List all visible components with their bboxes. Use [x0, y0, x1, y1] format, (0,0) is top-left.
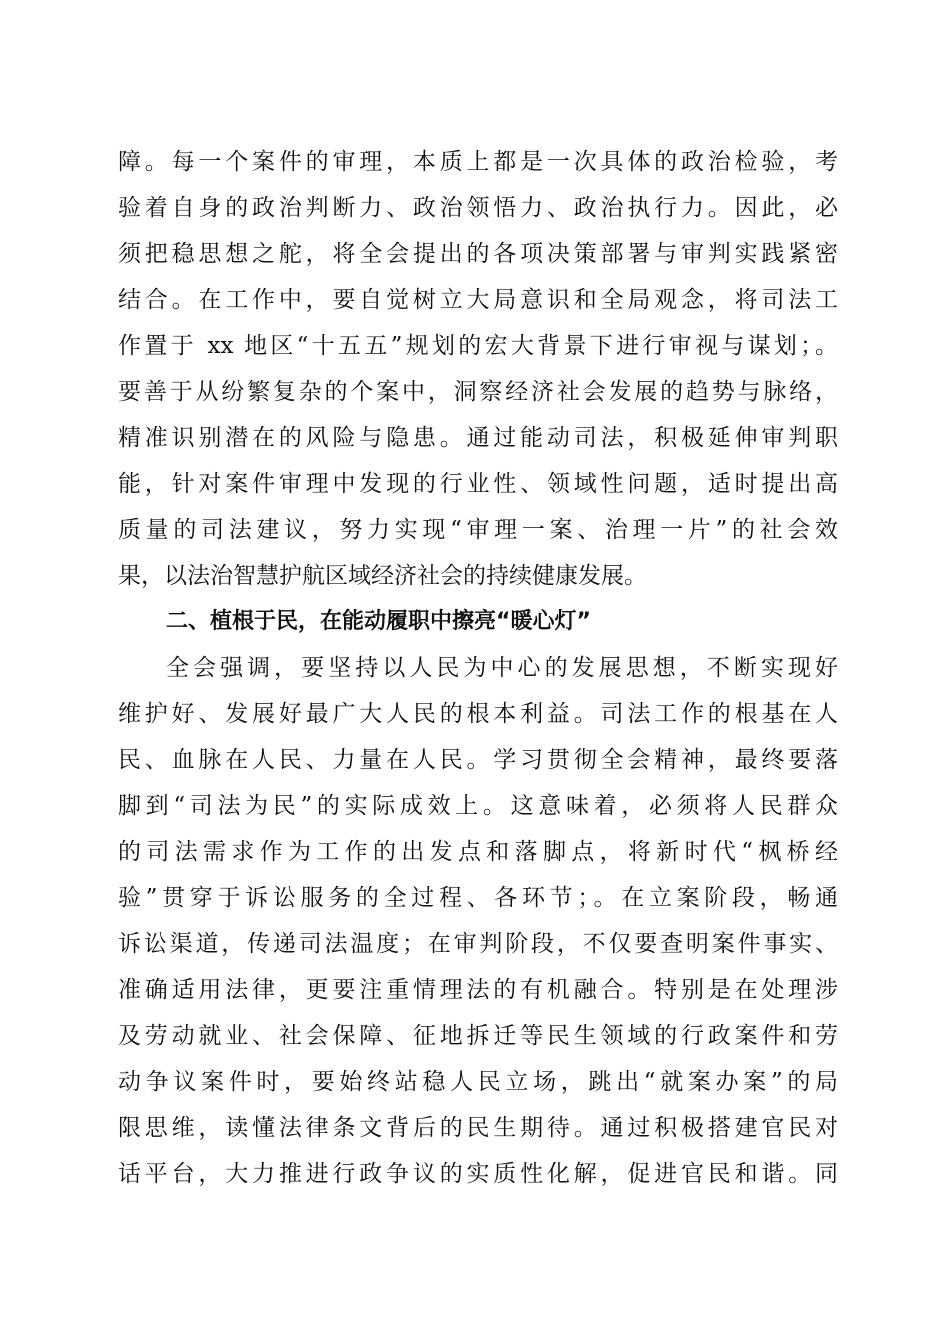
section-heading: 二、植根于民，在能动履职中擦亮“暖心灯”	[166, 609, 591, 634]
paragraph-2-line-1: 全会强调，要坚持以人民为中心的发展思想，不断实现好	[166, 655, 838, 681]
paragraph-2-line-10: 动争议案件时，要始终站稳人民立场，跳出“就案办案”的局	[118, 1069, 838, 1095]
paragraph-2-line-6: 验”贯穿于诉讼服务的全过程、各环节；。在立案阶段，畅通	[118, 885, 838, 911]
paragraph-2-line-2: 维护好、发展好最广大人民的根本利益。司法工作的根基在人	[118, 701, 838, 727]
paragraph-2-line-5: 的司法需求作为工作的出发点和落脚点，将新时代“枫桥经	[118, 839, 838, 865]
paragraph-2-line-11: 限思维，读懂法律条文背后的民生期待。通过积极搭建官民对	[118, 1115, 838, 1141]
paragraph-1-line-1: 障。每一个案件的审理，本质上都是一次具体的政治检验，考	[118, 149, 838, 175]
paragraph-1-line-9: 质量的司法建议，努力实现“审理一案、治理一片”的社会效	[118, 517, 838, 543]
paragraph-1-line-5: 作置于 xx 地区“十五五”规划的宏大背景下进行审视与谋划；。	[118, 333, 838, 359]
paragraph-1-line-10: 果，以法治智慧护航区域经济社会的持续健康发展。	[118, 563, 647, 589]
paragraph-2-line-3: 民、血脉在人民、力量在人民。学习贯彻全会精神，最终要落	[118, 747, 838, 773]
paragraph-1-line-4: 结合。在工作中，要自觉树立大局意识和全局观念，将司法工	[118, 287, 838, 313]
paragraph-2-line-9: 及劳动就业、社会保障、征地拆迁等民生领域的行政案件和劳	[118, 1023, 838, 1049]
paragraph-1-line-6: 要善于从纷繁复杂的个案中，洞察经济社会发展的趋势与脉络，	[118, 379, 838, 405]
paragraph-2-line-7: 诉讼渠道，传递司法温度；在审判阶段，不仅要查明案件事实、	[118, 931, 838, 957]
paragraph-2-line-4: 脚到“司法为民”的实际成效上。这意味着，必须将人民群众	[118, 793, 838, 819]
paragraph-1-line-2: 验着自身的政治判断力、政治领悟力、政治执行力。因此，必	[118, 195, 838, 221]
paragraph-1-line-7: 精准识别潜在的风险与隐患。通过能动司法，积极延伸审判职	[118, 425, 838, 451]
paragraph-1-line-3: 须把稳思想之舵，将全会提出的各项决策部署与审判实践紧密	[118, 241, 838, 267]
paragraph-2-line-12: 话平台，大力推进行政争议的实质性化解，促进官民和谐。同	[118, 1161, 838, 1187]
paragraph-1-line-8: 能，针对案件审理中发现的行业性、领域性问题，适时提出高	[118, 471, 838, 497]
paragraph-2-line-8: 准确适用法律，更要注重情理法的有机融合。特别是在处理涉	[118, 977, 838, 1003]
